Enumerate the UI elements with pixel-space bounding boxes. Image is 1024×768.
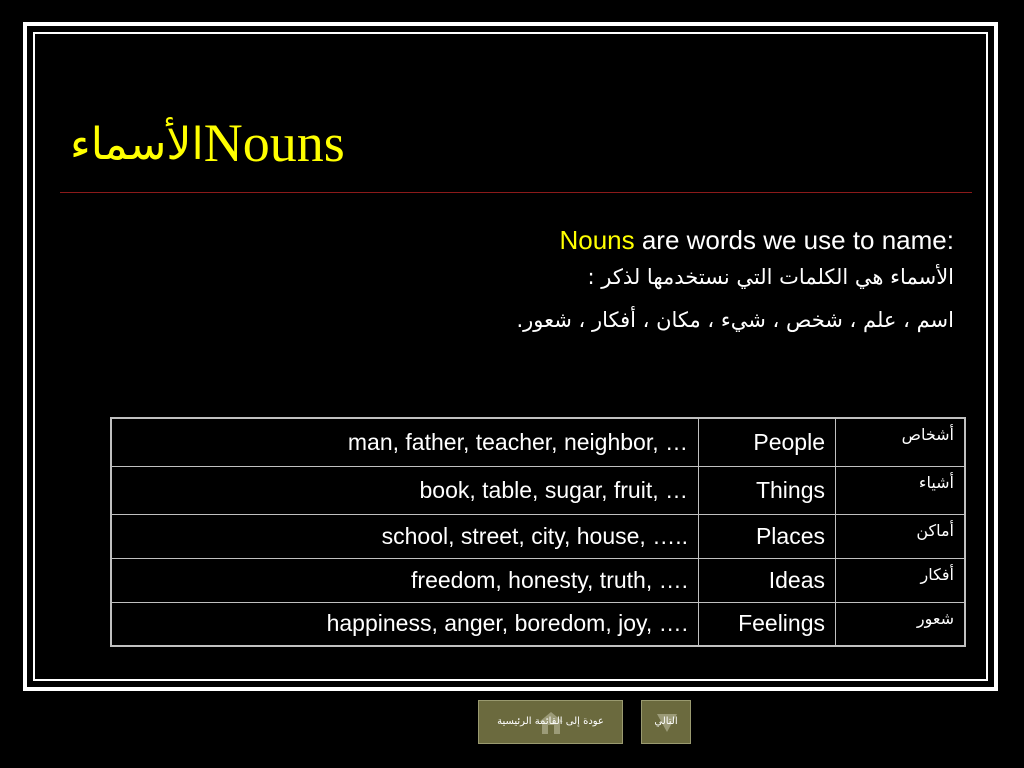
- category-cell: People: [699, 418, 836, 466]
- arabic-category-cell: أفكار: [836, 558, 966, 602]
- table-row: [111, 602, 965, 646]
- examples-cell: book, table, sugar, fruit, …: [111, 466, 699, 514]
- table-row: [111, 558, 965, 602]
- arabic-category-cell: أشياء: [836, 466, 966, 514]
- title-divider: [60, 192, 972, 193]
- intro-arabic-line-1: الأسماء هي الكلمات التي نستخدمها لذكر :: [587, 265, 954, 289]
- table-row: [111, 514, 965, 558]
- examples-cell: freedom, honesty, truth, ….: [111, 558, 699, 602]
- table-row: [111, 418, 965, 466]
- slide-title-english: Nouns: [203, 113, 345, 173]
- home-menu-button[interactable]: [478, 700, 623, 744]
- intro-highlight-word: Nouns: [559, 225, 635, 255]
- category-cell: Ideas: [699, 558, 836, 602]
- home-menu-label: عودة إلى القائمة الرئيسية: [497, 716, 604, 727]
- intro-text: [254, 222, 954, 344]
- arabic-category-cell: شعور: [836, 602, 966, 646]
- examples-cell: happiness, anger, boredom, joy, ….: [111, 602, 699, 646]
- intro-arabic-line-2: اسم ، علم ، شخص ، شيء ، مكان ، أفكار ، شعور.: [516, 308, 954, 332]
- examples-cell: school, street, city, house, …..: [111, 514, 699, 558]
- slide-title: [70, 108, 345, 178]
- examples-cell: man, father, teacher, neighbor, …: [111, 418, 699, 466]
- arabic-category-cell: أشخاص: [836, 418, 966, 466]
- slide-title-arabic: الأسماء: [70, 119, 204, 170]
- nouns-table: [110, 417, 966, 647]
- category-cell: Feelings: [699, 602, 836, 646]
- next-button[interactable]: [641, 700, 691, 744]
- next-label: التالي: [654, 716, 678, 727]
- intro-english-line: [254, 222, 954, 258]
- table-row: [111, 466, 965, 514]
- category-cell: Places: [699, 514, 836, 558]
- intro-english-rest: are words we use to name:: [634, 225, 954, 255]
- arabic-category-cell: أماكن: [836, 514, 966, 558]
- category-cell: Things: [699, 466, 836, 514]
